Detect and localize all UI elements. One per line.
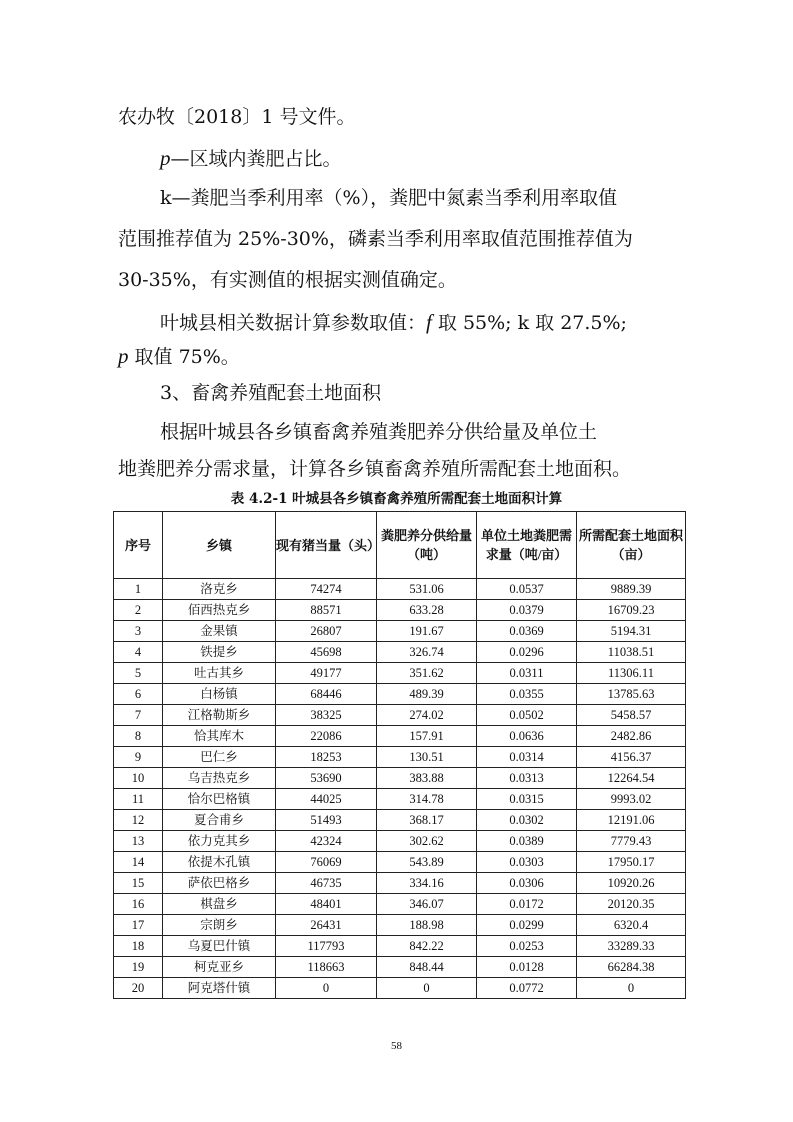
cell-unit-demand: 0.0299 [477, 915, 577, 936]
text-line-9: 根据叶城县各乡镇畜禽养殖粪肥养分供给量及单位土 [160, 421, 598, 443]
cell-index: 10 [114, 768, 163, 789]
cell-township: 铁提乡 [163, 642, 276, 663]
cell-required-land: 11306.11 [577, 663, 686, 684]
cell-required-land: 11038.51 [577, 642, 686, 663]
table-row [114, 747, 686, 768]
table-row [114, 831, 686, 852]
cell-township: 依力克其乡 [163, 831, 276, 852]
cell-unit-demand: 0.0379 [477, 600, 577, 621]
cell-index: 15 [114, 873, 163, 894]
table-row [114, 768, 686, 789]
cell-index: 19 [114, 957, 163, 978]
cell-township: 乌夏巴什镇 [163, 936, 276, 957]
cell-index: 20 [114, 978, 163, 999]
cell-unit-demand: 0.0369 [477, 621, 577, 642]
cell-unit-demand: 0.0537 [477, 579, 577, 600]
cell-pig-equivalent: 46735 [276, 873, 377, 894]
cell-manure-supply: 543.89 [377, 852, 477, 873]
cell-required-land: 0 [577, 978, 686, 999]
cell-manure-supply: 489.39 [377, 684, 477, 705]
table-row [114, 726, 686, 747]
text-line-5: 30-35%，有实测值的根据实测值确定。 [118, 269, 457, 291]
cell-pig-equivalent: 26807 [276, 621, 377, 642]
table-row [114, 810, 686, 831]
cell-manure-supply: 346.07 [377, 894, 477, 915]
table-row [114, 600, 686, 621]
cell-township: 佰西热克乡 [163, 600, 276, 621]
cell-pig-equivalent: 26431 [276, 915, 377, 936]
cell-unit-demand: 0.0306 [477, 873, 577, 894]
cell-pig-equivalent: 118663 [276, 957, 377, 978]
cell-manure-supply: 383.88 [377, 768, 477, 789]
cell-index: 9 [114, 747, 163, 768]
text-line-1: 农办牧〔2018〕1 号文件。 [118, 106, 356, 128]
table-row [114, 852, 686, 873]
cell-required-land: 4156.37 [577, 747, 686, 768]
cell-required-land: 16709.23 [577, 600, 686, 621]
cell-index: 18 [114, 936, 163, 957]
cell-manure-supply: 334.16 [377, 873, 477, 894]
cell-manure-supply: 368.17 [377, 810, 477, 831]
cell-unit-demand: 0.0128 [477, 957, 577, 978]
text-line-4: 范围推荐值为 25%-30%，磷素当季利用率取值范围推荐值为 [118, 228, 633, 250]
cell-required-land: 7779.43 [577, 831, 686, 852]
cell-pig-equivalent: 68446 [276, 684, 377, 705]
cell-required-land: 6320.4 [577, 915, 686, 936]
cell-index: 13 [114, 831, 163, 852]
header-required-land: 所需配套土地面积（亩） [577, 512, 686, 579]
cell-unit-demand: 0.0311 [477, 663, 577, 684]
cell-pig-equivalent: 38325 [276, 705, 377, 726]
text-line-6-lead: 叶城县相关数据计算参数取值： [160, 312, 427, 334]
header-pig-equivalent: 现有猪当量（头） [276, 512, 377, 579]
cell-unit-demand: 0.0314 [477, 747, 577, 768]
cell-township: 恰其库木 [163, 726, 276, 747]
cell-township: 金果镇 [163, 621, 276, 642]
cell-unit-demand: 0.0296 [477, 642, 577, 663]
cell-pig-equivalent: 42324 [276, 831, 377, 852]
table-row [114, 663, 686, 684]
table-caption: 表 4.2-1 叶城县各乡镇畜禽养殖所需配套土地面积计算 [230, 491, 563, 507]
cell-index: 12 [114, 810, 163, 831]
cell-township: 巴仁乡 [163, 747, 276, 768]
page-number: 58 [391, 1040, 402, 1052]
table-row [114, 789, 686, 810]
cell-pig-equivalent: 49177 [276, 663, 377, 684]
cell-township: 依提木孔镇 [163, 852, 276, 873]
cell-township: 乌吉热克乡 [163, 768, 276, 789]
header-township: 乡镇 [163, 512, 276, 579]
cell-required-land: 33289.33 [577, 936, 686, 957]
table-row [114, 579, 686, 600]
cell-index: 7 [114, 705, 163, 726]
cell-required-land: 10920.26 [577, 873, 686, 894]
cell-index: 2 [114, 600, 163, 621]
table-row [114, 642, 686, 663]
cell-manure-supply: 302.62 [377, 831, 477, 852]
cell-manure-supply: 130.51 [377, 747, 477, 768]
cell-township: 柯克亚乡 [163, 957, 276, 978]
cell-manure-supply: 848.44 [377, 957, 477, 978]
cell-manure-supply: 157.91 [377, 726, 477, 747]
cell-manure-supply: 188.98 [377, 915, 477, 936]
cell-pig-equivalent: 48401 [276, 894, 377, 915]
cell-township: 阿克塔什镇 [163, 978, 276, 999]
text-line-6-tail: 取 55%; k 取 27.5%; [431, 312, 627, 334]
table-row [114, 978, 686, 999]
cell-index: 14 [114, 852, 163, 873]
cell-index: 11 [114, 789, 163, 810]
cell-township: 白杨镇 [163, 684, 276, 705]
cell-unit-demand: 0.0502 [477, 705, 577, 726]
cell-required-land: 12264.54 [577, 768, 686, 789]
cell-index: 17 [114, 915, 163, 936]
cell-unit-demand: 0.0313 [477, 768, 577, 789]
cell-required-land: 66284.38 [577, 957, 686, 978]
variable-p: p [160, 146, 171, 170]
header-unit-demand: 单位土地粪肥需求量（吨/亩） [477, 512, 577, 579]
cell-required-land: 9889.39 [577, 579, 686, 600]
table-row [114, 915, 686, 936]
cell-unit-demand: 0.0302 [477, 810, 577, 831]
cell-manure-supply: 351.62 [377, 663, 477, 684]
cell-unit-demand: 0.0303 [477, 852, 577, 873]
cell-pig-equivalent: 45698 [276, 642, 377, 663]
cell-unit-demand: 0.0253 [477, 936, 577, 957]
cell-pig-equivalent: 88571 [276, 600, 377, 621]
cell-township: 吐古其乡 [163, 663, 276, 684]
table-row [114, 894, 686, 915]
cell-required-land: 13785.63 [577, 684, 686, 705]
table-row [114, 684, 686, 705]
cell-required-land: 5194.31 [577, 621, 686, 642]
cell-township: 棋盘乡 [163, 894, 276, 915]
cell-required-land: 2482.86 [577, 726, 686, 747]
table-body [114, 579, 686, 999]
cell-township: 恰尔巴格镇 [163, 789, 276, 810]
table-header-row [114, 512, 686, 579]
text-line-2-body: —区域内粪肥占比。 [170, 148, 342, 170]
cell-pig-equivalent: 117793 [276, 936, 377, 957]
variable-f: f [426, 310, 432, 334]
table-row [114, 957, 686, 978]
cell-unit-demand: 0.0389 [477, 831, 577, 852]
cell-pig-equivalent: 76069 [276, 852, 377, 873]
text-line-3: k—粪肥当季利用率（%），粪肥中氮素当季利用率取值 [160, 187, 618, 209]
cell-pig-equivalent: 0 [276, 978, 377, 999]
table-row [114, 936, 686, 957]
cell-index: 8 [114, 726, 163, 747]
cell-unit-demand: 0.0355 [477, 684, 577, 705]
table-row [114, 873, 686, 894]
cell-manure-supply: 274.02 [377, 705, 477, 726]
cell-township: 洛克乡 [163, 579, 276, 600]
land-area-table [113, 511, 686, 999]
cell-pig-equivalent: 22086 [276, 726, 377, 747]
cell-required-land: 20120.35 [577, 894, 686, 915]
cell-manure-supply: 191.67 [377, 621, 477, 642]
text-line-2 [160, 147, 720, 170]
table-row [114, 705, 686, 726]
variable-p: p [118, 344, 129, 368]
text-line-7-body: 取值 75%。 [128, 346, 240, 368]
cell-manure-supply: 633.28 [377, 600, 477, 621]
cell-manure-supply: 326.74 [377, 642, 477, 663]
cell-manure-supply: 531.06 [377, 579, 477, 600]
cell-manure-supply: 842.22 [377, 936, 477, 957]
cell-index: 3 [114, 621, 163, 642]
cell-pig-equivalent: 51493 [276, 810, 377, 831]
cell-pig-equivalent: 53690 [276, 768, 377, 789]
cell-unit-demand: 0.0636 [477, 726, 577, 747]
cell-required-land: 5458.57 [577, 705, 686, 726]
text-line-7 [118, 345, 678, 368]
text-line-10: 地粪肥养分需求量，计算各乡镇畜禽养殖所需配套土地面积。 [118, 458, 632, 480]
text-line-6 [160, 311, 720, 334]
cell-township: 夏合甫乡 [163, 810, 276, 831]
cell-township: 萨依巴格乡 [163, 873, 276, 894]
cell-unit-demand: 0.0172 [477, 894, 577, 915]
cell-index: 4 [114, 642, 163, 663]
section-heading: 3、畜禽养殖配套土地面积 [160, 382, 382, 404]
cell-index: 5 [114, 663, 163, 684]
cell-index: 16 [114, 894, 163, 915]
table-row [114, 621, 686, 642]
cell-pig-equivalent: 18253 [276, 747, 377, 768]
cell-required-land: 9993.02 [577, 789, 686, 810]
cell-township: 江格勒斯乡 [163, 705, 276, 726]
header-manure-supply: 粪肥养分供给量（吨） [377, 512, 477, 579]
cell-pig-equivalent: 74274 [276, 579, 377, 600]
cell-unit-demand: 0.0315 [477, 789, 577, 810]
cell-required-land: 17950.17 [577, 852, 686, 873]
cell-index: 1 [114, 579, 163, 600]
cell-township: 宗朗乡 [163, 915, 276, 936]
cell-pig-equivalent: 44025 [276, 789, 377, 810]
cell-unit-demand: 0.0772 [477, 978, 577, 999]
cell-manure-supply: 314.78 [377, 789, 477, 810]
cell-manure-supply: 0 [377, 978, 477, 999]
header-index: 序号 [114, 512, 163, 579]
cell-required-land: 12191.06 [577, 810, 686, 831]
cell-index: 6 [114, 684, 163, 705]
